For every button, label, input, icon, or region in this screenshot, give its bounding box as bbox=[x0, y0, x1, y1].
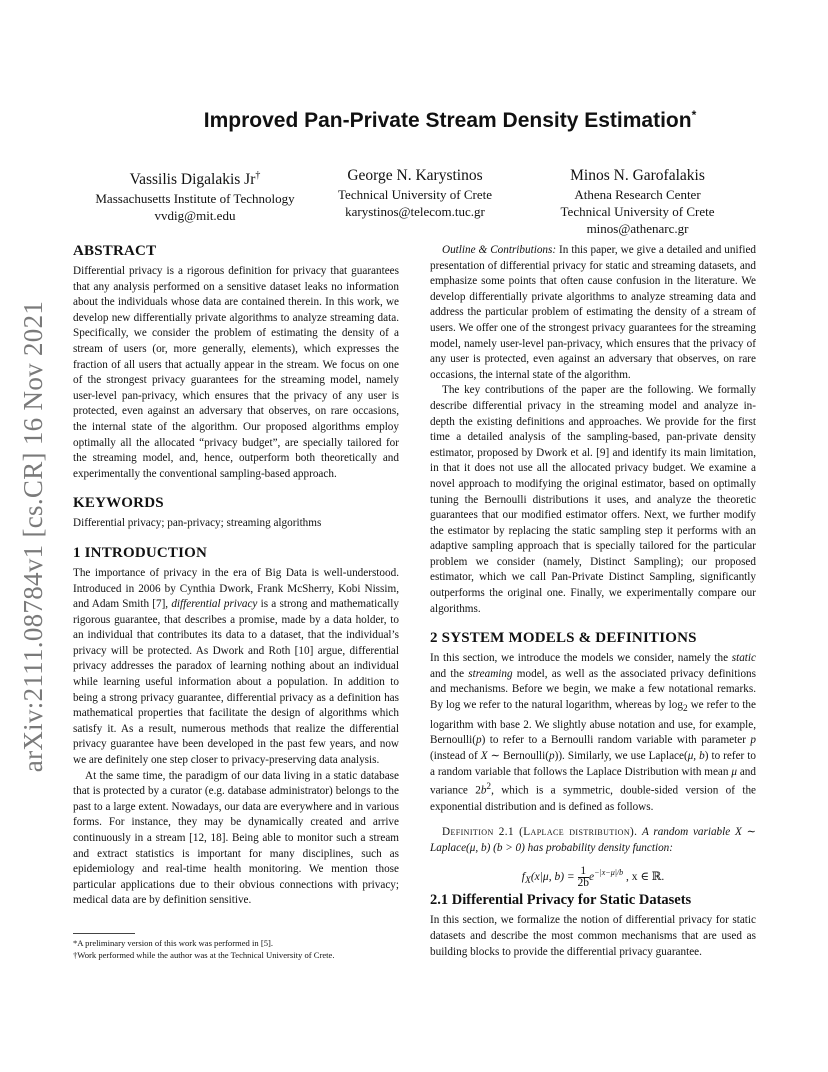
author-affiliation: Technical University of Crete bbox=[338, 187, 492, 202]
abstract-text: Differential privacy is a rigorous definition for privacy that guarantees that any analysis performed on a sensitive dataset leaks no information about the individuals whose data are contained therein. In this work, we develop new differentially private algorithms to analyze streaming data. Specifically, we consider the problem of estimating the density of a stream of users (or, more generally, elements), which expresses the fraction of all users that actually appear in the stream. We focus on one of the strongest privacy guarantees for the streaming model, namely user-level pan-privacy, which ensures that the privacy of any user is protected, even against an adversary that observes, on rare occasions, the internal state of the algorithm. Our proposed algorithms employ optimally all the allocated “privacy budget”, are specially tailored for the streaming model, and, hence, outperform both theoretically and experimentally the conventional sampling-based approach. bbox=[73, 265, 399, 480]
keywords-heading: KEYWORDS bbox=[73, 495, 164, 512]
author-name: George N. Karystinos bbox=[347, 167, 483, 184]
author-affiliation: Massachusetts Institute of Technology bbox=[95, 191, 295, 207]
paper-title: Improved Pan-Private Stream Density Estimation* bbox=[203, 108, 697, 132]
author-name: Vassilis Digalakis Jr† bbox=[129, 170, 261, 189]
footnote-2: †Work performed while the author was at the Technical University of Crete. bbox=[73, 950, 335, 960]
right-column bbox=[430, 243, 756, 960]
subsection-2-1-heading: 2.1 Differential Privacy for Static Datasets bbox=[430, 892, 692, 909]
left-column bbox=[73, 243, 399, 909]
section-2-paragraph: In this section, we introduce the models we consider, namely the static and the streaming model, as well as the associated privacy definitions and mechanisms. Before we begin, we make a few notational remarks. By log we refer to the natural logarithm, whereas by $\log_2$ we refer to the logarithm with base 2. We slightly abuse notation and use, for example, Bernoulli(p) to refer to a Bernoulli random variable with parameter p (instead of X ∼ Bernoulli(p)). Similarly, we use Laplace(μ, b) to refer to a random variable that follows the Laplace Distribution with mean μ and variance $2b^2$, which is a symmetric, double-sided version of the exponential distribution and is defined as follows. bbox=[430, 652, 756, 813]
keywords-text: Differential privacy; pan-privacy; streaming algorithms bbox=[73, 517, 322, 530]
contributions-paragraph-2: The key contributions of the paper are the following. We formally describe differential privacy in the streaming model and analyze in-depth the existing definitions and approaches. We provide for the first time a detailed analysis of the sampling-based, pan-private density estimator, proposed by Dwork et al. [9] and identify its main limitation, in that it does not use all the allocated privacy budget. We examine a novel approach to modifying the original estimator, based on optimally tuning the Bernoulli distributions it uses, and analyze the theoretic guarantees that our modified estimator offers. Next, we further modify the estimator by replacing the static sampling step it performs with an adaptive sampling approach that is specially tailored for the particular problem we consider (namely, Distinct Sampling); our proposed estimator, which we call Pan-Private Distinct Sampling, significantly outperforms the original one. Finally, we experimentally compare our algorithms. bbox=[430, 384, 756, 615]
author-block-2 bbox=[305, 166, 525, 220]
title-footnote-mark: * bbox=[691, 108, 697, 122]
contributions-paragraph-1: Outline & Contributions: In this paper, we give a detailed and unified presentation of differential privacy for static and streaming datasets, and emphasize some points that often cause confusion in the literature. We develop differentially private algorithms to analyze streaming data and address the particular problem of estimating the density of a stream of users. We offer one of the strongest privacy guarantees for the streaming model, namely user-level pan-privacy, which ensures that the privacy of any user is protected, even against an adversary that observes, on rare occasions, the internal state of the algorithm. bbox=[430, 244, 756, 381]
author-affiliation-2: Technical University of Crete bbox=[560, 204, 715, 219]
arxiv-identifier-text: arXiv:2111.08784v1 [cs.CR] 16 Nov 2021 bbox=[18, 300, 49, 772]
arxiv-identifier bbox=[12, 0, 56, 1072]
subsection-2-1-text: In this section, we formalize the notion of differential privacy for static datasets and describe the most common mechanisms that are used as building blocks to provide the differential privacy guarantee. bbox=[430, 914, 756, 958]
footnote-divider bbox=[73, 933, 135, 934]
footnotes bbox=[73, 933, 399, 961]
author-email: minos@athenarc.gr bbox=[586, 221, 689, 236]
laplace-pdf-formula: $f_X(x|\mu$, b) = $\frac{1}{2b}$ $e^{-|x-\mu|/b}$ , x ∈ ℝ. bbox=[521, 865, 665, 890]
introduction-paragraph-1: The importance of privacy in the era of Big Data is well-understood. Introduced in 2006 by Cynthia Dwork, Frank McSherry, Kobi Nissim, and Adam Smith [7], differential privacy is a strong and mathematically rigorous guarantee, that describes a promise, made by a data holder, to an individual that contributes its data to a dataset, that the individual’s privacy will be protected. As Dwork and Roth [10] argue, differential privacy addresses the paradox of learning nothing about an individual while learning useful information about a population. In addition to being a strong privacy guarantee, differential privacy as a definition has mathematical properties that facilitate the design of algorithms which satisfy it. As a result, numerous methods that realize the differential privacy guarantee have been developed in the past few years, and now we are definitely one step closer to privacy-preserving data analysis. bbox=[73, 566, 400, 767]
author-block-1 bbox=[80, 166, 310, 224]
author-affiliation: Athena Research Center bbox=[574, 187, 701, 202]
author-name: Minos N. Garofalakis bbox=[570, 167, 705, 184]
introduction-paragraph-2: At the same time, the paradigm of our data living in a static database that is protected by a curator (e.g. database administrator) belongs to the past to a large extent. Nowadays, our data are everywhere and in various forms. For instance, they may be dynamically created and arrive continuously in a stream [12, 18]. Being able to monitor such a stream and extract statistics is important for many disciplines, such as epidemiology and real-time health monitoring. We mention those particular applications due to their obvious connections with privacy; medical data are by definition sensitive. bbox=[73, 769, 399, 907]
abstract-heading: ABSTRACT bbox=[73, 243, 157, 259]
introduction-heading: 1 INTRODUCTION bbox=[73, 544, 208, 561]
author-email: vvdig@mit.edu bbox=[154, 208, 236, 224]
footnote-1: *A preliminary version of this work was performed in [5]. bbox=[73, 938, 273, 948]
section-2-heading: 2 SYSTEM MODELS & DEFINITIONS bbox=[430, 630, 697, 647]
author-block-3 bbox=[520, 166, 755, 237]
definition-2-1: Definition 2.1 (Laplace distribution). A random variable X ∼ Laplace(μ, b) (b > 0) has probability density function: bbox=[430, 826, 756, 854]
author-email: karystinos@telecom.tuc.gr bbox=[345, 204, 485, 219]
